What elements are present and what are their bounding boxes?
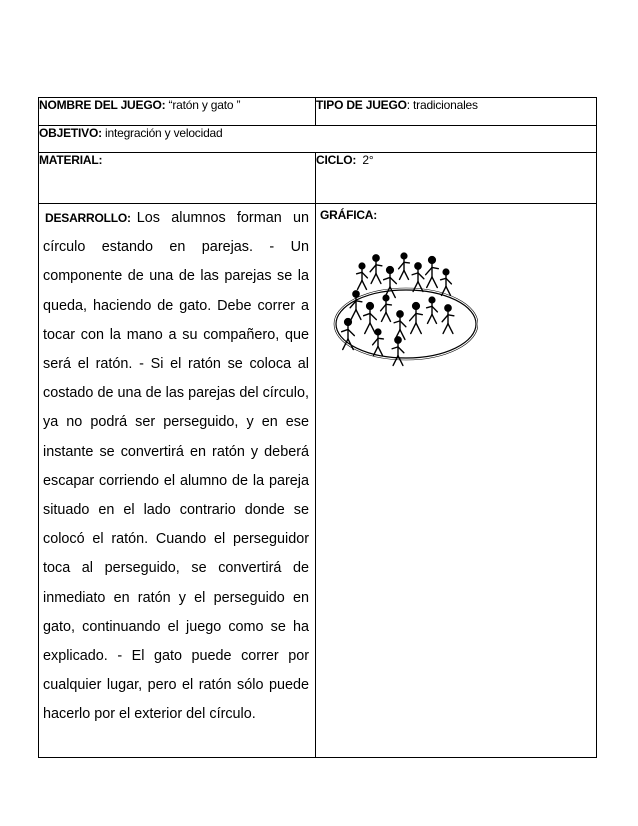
child-figure — [357, 263, 368, 289]
objective-label: OBJETIVO: — [39, 126, 102, 140]
row-development-graphic — [39, 204, 597, 758]
child-figure — [350, 291, 362, 320]
children-circle-illustration — [328, 236, 478, 376]
cycle-label: CICLO: — [316, 153, 357, 167]
cell-graphic — [316, 204, 597, 758]
child-figure — [384, 267, 397, 298]
child-figure — [412, 263, 424, 292]
game-name-value: “ratón y gato ” — [168, 98, 241, 112]
child-figure — [364, 303, 377, 334]
child-figure — [427, 297, 438, 323]
child-figure — [342, 319, 355, 350]
circle-outline — [336, 290, 476, 358]
objective-value: integración y velocidad — [101, 126, 223, 140]
row-name-type — [39, 98, 597, 126]
child-figure — [426, 257, 439, 288]
cell-objective — [39, 126, 597, 153]
game-sheet-table — [38, 97, 597, 758]
child-figure — [410, 303, 423, 334]
cell-material — [39, 153, 316, 204]
child-figure — [442, 305, 454, 334]
development-text: Los alumnos forman un círculo estando en parejas. - Un componente de una de las parejas se la queda, haciendo de gato. Debe correr a tocar con la mano a su compañero, que será el ratón. - Si el ratón se coloca al costado de una de las parejas del círculo, ya no podrá ser perseguido, y en ese instante se convertirá en ratón y deberá escapar corriendo el alumno de la pareja situado en el lado contrario donde se colocó el ratón. Cuando el perseguidor toca al perseguido, se convertirá de inmediato en ratón y el perseguido en gato, continuando el juego como se ha explicado. - El gato puede correr por cualquier lugar, pero el ratón sólo puede hacerlo por el exterior del círculo. — [43, 210, 309, 723]
cycle-value: 2° — [362, 153, 374, 167]
cell-game-type — [316, 98, 597, 126]
development-paragraph — [43, 204, 309, 730]
game-type-label: TIPO DE JUEGO — [316, 98, 407, 112]
cell-development — [39, 204, 316, 758]
child-figure — [392, 337, 404, 366]
material-label: MATERIAL: — [39, 153, 103, 167]
cell-cycle — [316, 153, 597, 204]
development-label: DESARROLLO: — [45, 211, 131, 225]
game-type-value: : tradicionales — [406, 98, 478, 112]
child-figure — [399, 253, 410, 279]
child-figure — [394, 311, 406, 340]
child-figure — [441, 269, 452, 295]
child-figure — [370, 255, 382, 284]
graphic-label: GRÁFICA: — [320, 208, 378, 222]
row-objective — [39, 126, 597, 153]
child-figure — [373, 329, 384, 355]
row-material-cycle — [39, 153, 597, 204]
child-figure — [381, 295, 392, 321]
cell-game-name — [39, 98, 316, 126]
game-name-label: NOMBRE DEL JUEGO: — [39, 98, 166, 112]
